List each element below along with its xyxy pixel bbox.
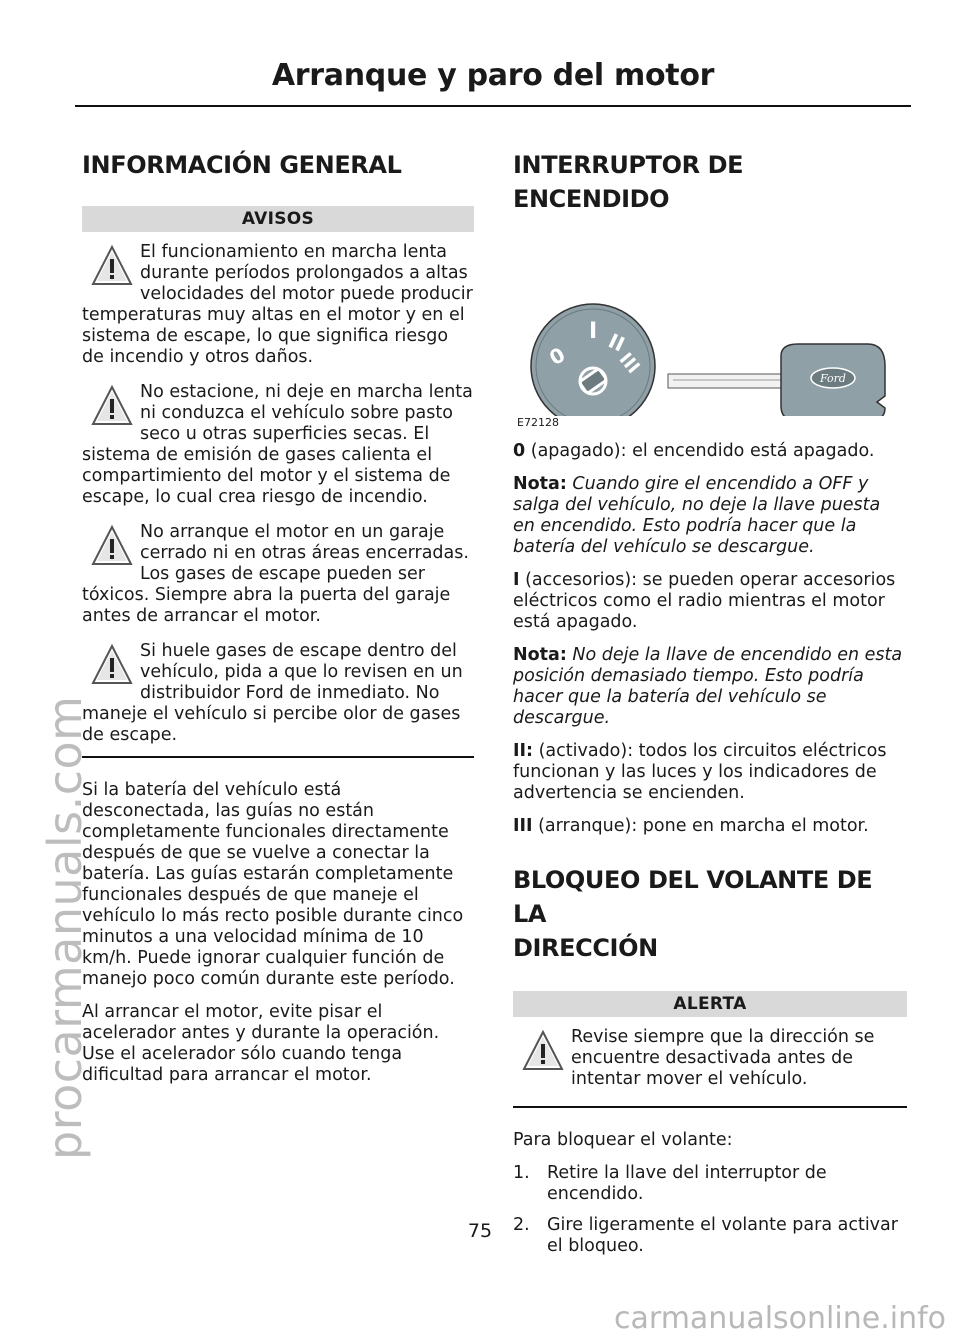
warning-triangle-icon <box>90 384 134 428</box>
step-number: 2. <box>513 1214 530 1235</box>
position-0-mark: 0 <box>545 342 570 371</box>
alert-item <box>513 1027 907 1090</box>
warnings-box-title: AVISOS <box>82 206 474 232</box>
item-text: (accesorios): se pueden operar accesorios eléctricos como el radio mientras el motor está apagado. <box>513 570 896 632</box>
alert-text: Revise siempre que la dirección se encuentre desactivada antes de intentar mover el vehículo. <box>571 1027 875 1089</box>
alert-box-title: ALERTA <box>513 991 907 1017</box>
warning-text: No arranque el motor en un garaje cerrado ni en otras áreas encerradas. Los gases de escape pueden ser tóxicos. Siempre abra la puerta del garaje antes de arrancar el motor. <box>82 522 469 626</box>
warning-text: No estacione, ni deje en marcha lenta ni conduzca el vehículo sobre pasto seco u otras superficies secas. El sistema de emisión de gases calienta el compartimiento del motor y el sistema de escape, lo cual crea riesgo de incendio. <box>82 382 473 507</box>
step-text: Retire la llave del interruptor de encendido. <box>547 1162 827 1204</box>
page-number: 75 <box>467 1220 493 1242</box>
right-column <box>513 140 907 1267</box>
position-1-mark: I <box>589 319 598 344</box>
step-number: 1. <box>513 1162 530 1183</box>
heading-line: DIRECCIÓN <box>513 934 658 962</box>
ford-logo: Ford <box>820 372 846 385</box>
ignition-position-on <box>513 741 907 804</box>
left-column <box>82 140 474 1098</box>
alert-box-divider <box>513 1106 907 1108</box>
figure-id: E72128 <box>517 416 559 429</box>
ignition-position-accessory <box>513 570 907 633</box>
ignition-position-start <box>513 816 907 837</box>
step-text: Gire ligeramente el volante para activar el bloqueo. <box>547 1214 898 1256</box>
item-text: (apagado): el encendido está apagado. <box>525 441 875 461</box>
item-label: III <box>513 816 533 836</box>
warning-triangle-icon <box>90 244 134 288</box>
item-label: I <box>513 570 520 590</box>
item-label: 0 <box>513 441 526 461</box>
ignition-key-figure <box>513 216 907 441</box>
page-title: Arranque y paro del motor <box>271 58 715 93</box>
page-header <box>75 58 911 93</box>
side-watermark: procarmanuals.com <box>38 695 92 1160</box>
note-label: Nota: <box>513 645 567 665</box>
steps-intro: Para bloquear el volante: <box>513 1129 733 1150</box>
steps-list <box>513 1163 907 1257</box>
item-text: (activado): todos los circuitos eléctricos funcionan y las luces y los indicadores de advertencia se encienden. <box>513 741 887 803</box>
warning-item <box>82 641 474 746</box>
warning-item <box>82 382 474 508</box>
note-label: Nota: <box>513 474 567 494</box>
section-heading-ignition: INTERRUPTOR DE ENCENDIDO <box>513 151 744 213</box>
header-divider <box>75 105 911 107</box>
note-text: Cuando gire el encendido a OFF y salga del vehículo, no deje la llave puesta en encendido. Esto podría hacer que la batería del vehículo se descargue. <box>513 474 881 557</box>
section-heading-general: INFORMACIÓN GENERAL <box>82 151 402 179</box>
warnings-box-divider <box>82 756 474 758</box>
position-3-mark: III <box>614 348 644 378</box>
warning-text: El funcionamiento en marcha lenta durante períodos prolongados a altas velocidades del motor puede producir temperaturas muy altas en el motor y en el sistema de escape, lo que significa riesgo de incendio y otros daños. <box>82 242 473 367</box>
note-accessory <box>513 645 907 729</box>
heading-line: BLOQUEO DEL VOLANTE DE LA <box>513 866 873 928</box>
item-label: II: <box>513 741 534 761</box>
ignition-position-off <box>513 441 907 462</box>
item-text: (arranque): pone en marcha el motor. <box>532 816 869 836</box>
note-text: No deje la llave de encendido en esta posición demasiado tiempo. Esto podría hacer que la batería del vehículo se descargue. <box>513 645 903 728</box>
section-heading-steering-lock <box>513 863 907 965</box>
warning-text: Si huele gases de escape dentro del vehículo, pida a que lo revisen en un distribuidor Ford de inmediato. No maneje el vehículo si percibe olor de gases de escape. <box>82 641 463 745</box>
paragraph-accelerator: Al arrancar el motor, evite pisar el acelerador antes y durante la operación. Use el acelerador sólo cuando tenga dificultad para arrancar el motor. <box>82 1001 440 1085</box>
warning-triangle-icon <box>90 643 134 687</box>
warning-item <box>82 522 474 627</box>
ignition-illustration <box>513 216 907 416</box>
bottom-watermark: carmanualsonline.info <box>614 1301 946 1336</box>
warning-triangle-icon <box>521 1029 565 1073</box>
list-item <box>513 1163 907 1205</box>
position-2-mark: II <box>604 328 629 357</box>
paragraph-battery: Si la batería del vehículo está desconectada, las guías no están completamente funcionales directamente después de que se vuelve a conectar la batería. Las guías estarán completamente funcionales después de que maneje el vehículo lo más recto posible durante cinco minutos a una velocidad mínima de 10 km/h. Puede ignorar cualquier función de manejo poco común durante este período. <box>82 779 464 989</box>
note-off <box>513 474 907 558</box>
warning-triangle-icon <box>90 524 134 568</box>
warning-item <box>82 242 474 368</box>
